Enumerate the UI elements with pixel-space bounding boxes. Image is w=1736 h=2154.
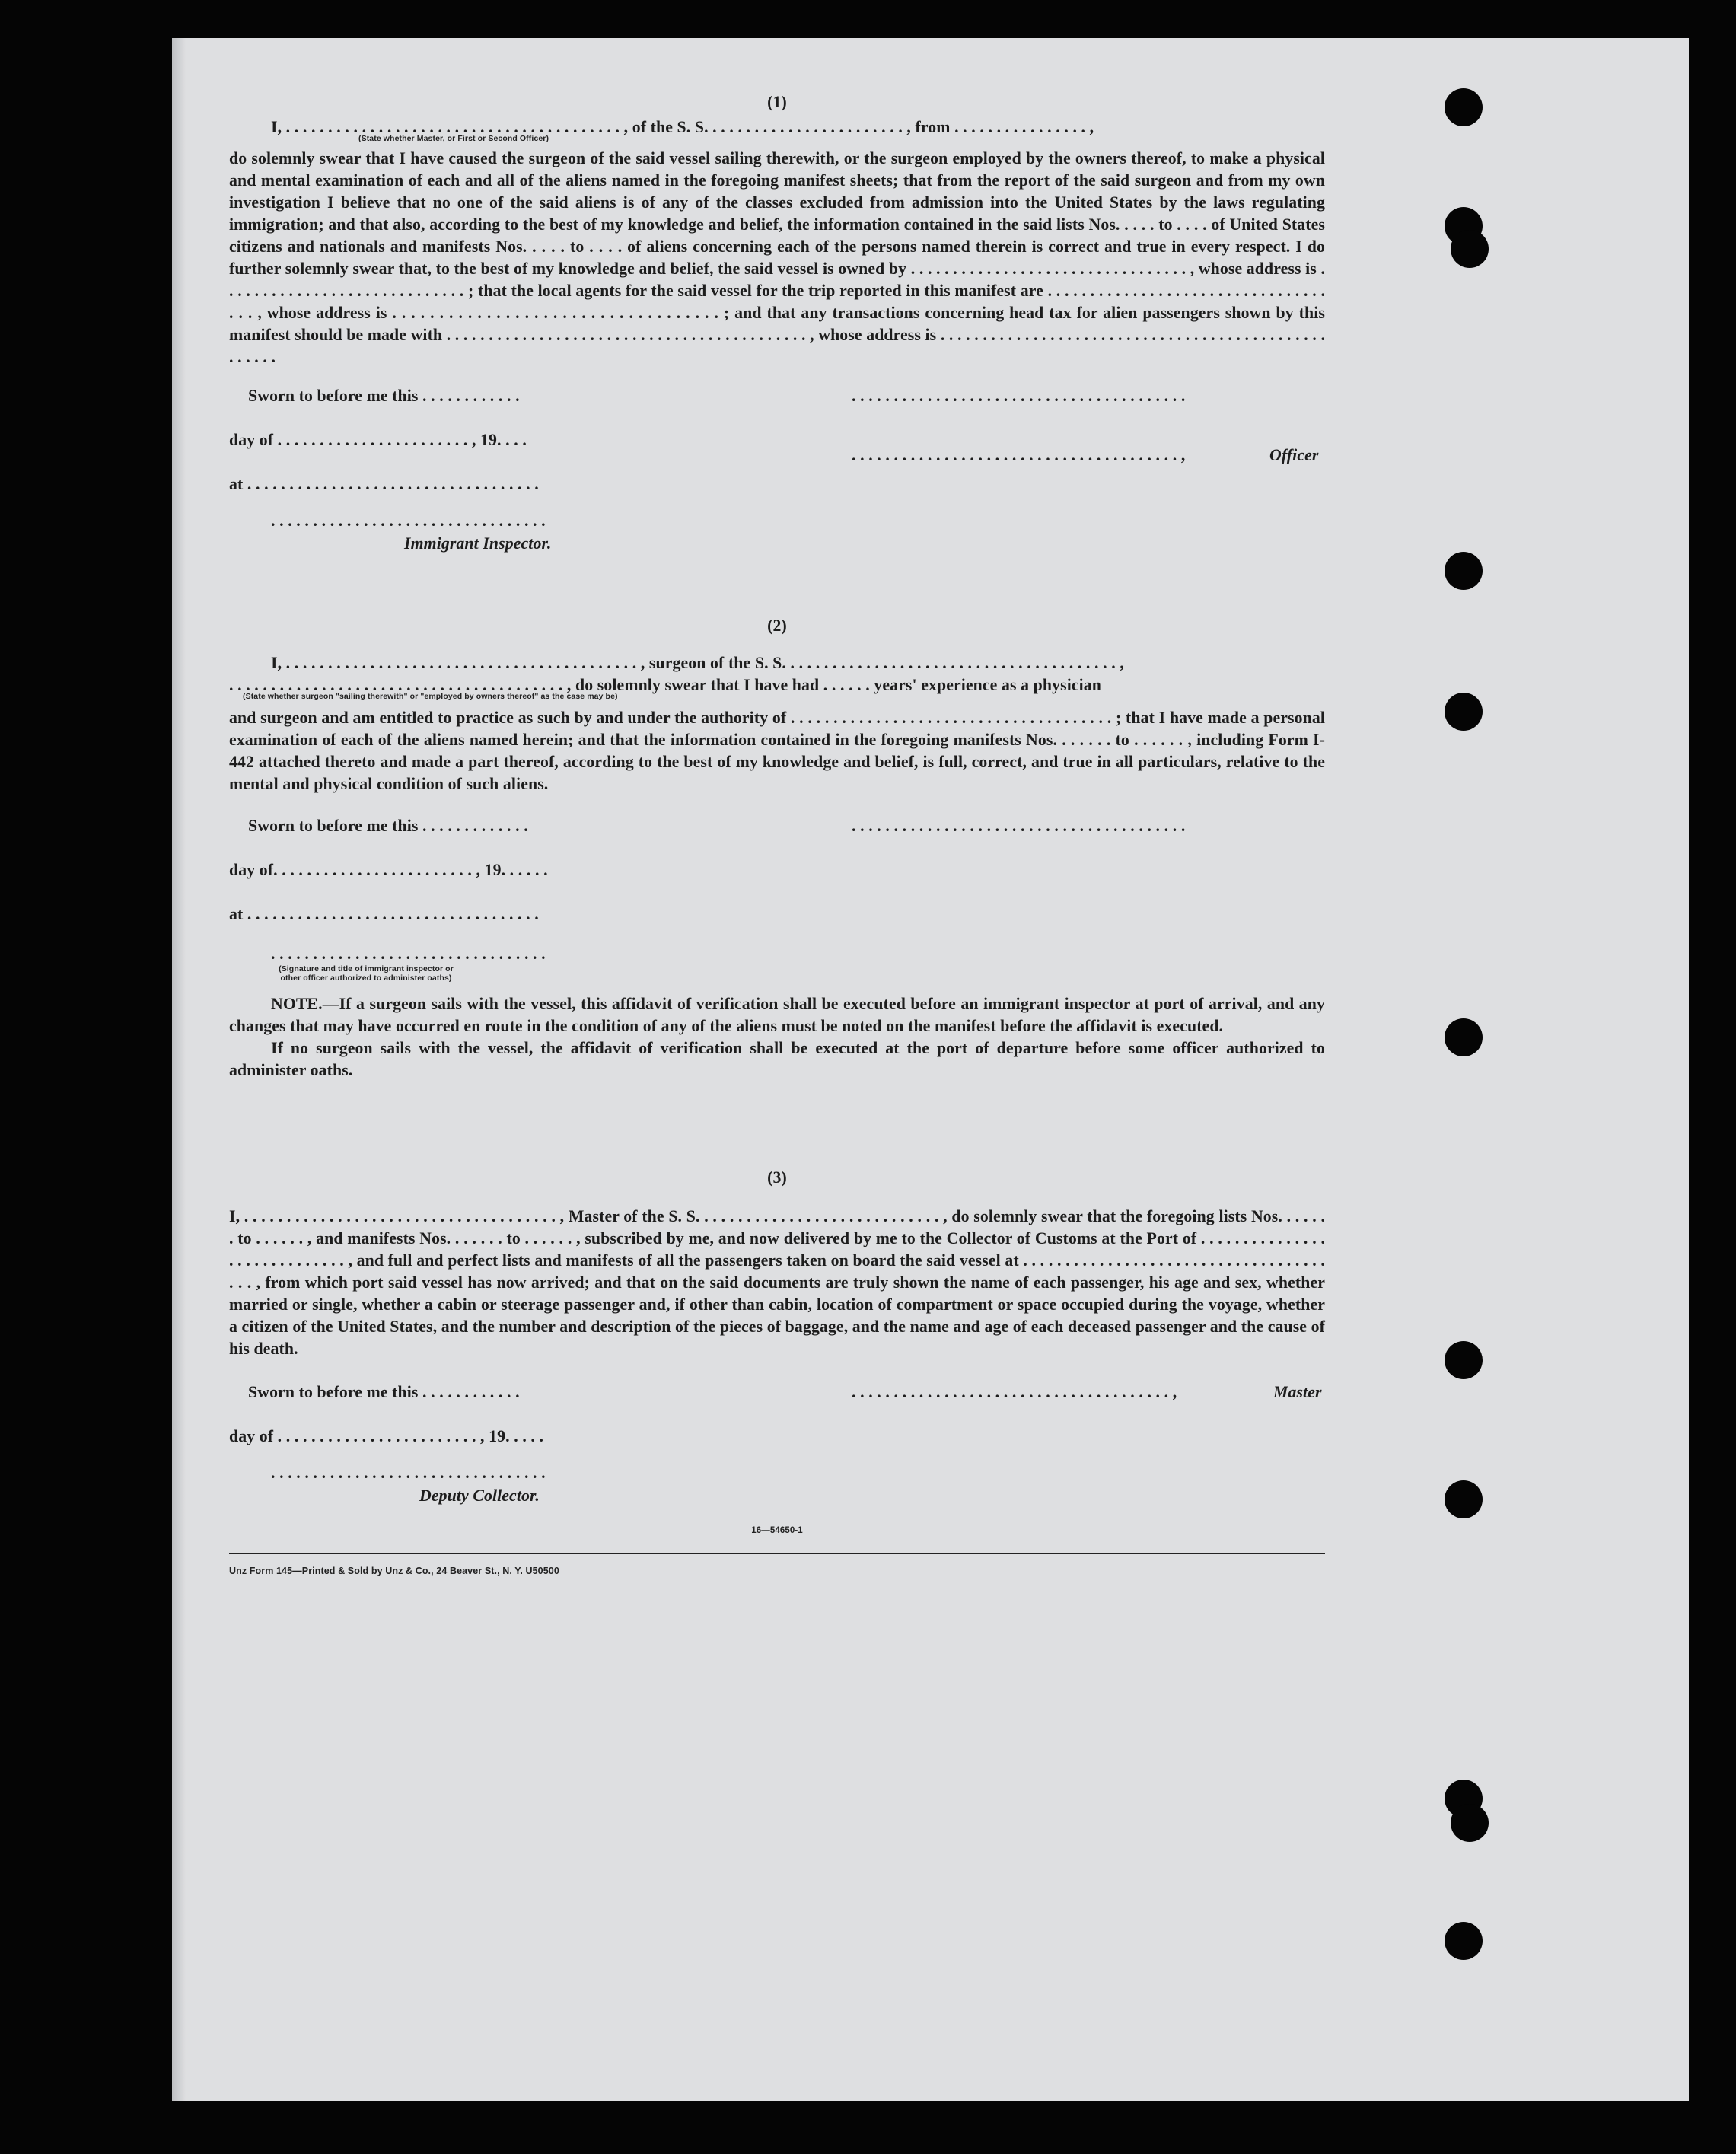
at-row bbox=[229, 903, 1325, 948]
punch-hole bbox=[1445, 693, 1483, 731]
section-number: (2) bbox=[767, 617, 787, 635]
officer-label: Officer bbox=[1269, 446, 1319, 464]
sworn-text: Sworn to before me this . . . . . . . . . . . . . bbox=[248, 817, 528, 835]
officer-line: . . . . . . . . . . . . . . . . . . . . . . . . . . . . . . . . . . . . . . . , bbox=[852, 446, 1186, 464]
surgeon-line-1: I, . . . . . . . . . . . . . . . . . . . . . . . . . . . . . . . . . . . . . . . . . . , surgeon of the S. S. . . . . . . . . . . . . . . . . . . . . . . . . . . . . . . . . . . . . . . . , bbox=[271, 654, 1124, 672]
section-number: (3) bbox=[767, 1168, 787, 1187]
sworn-row bbox=[229, 815, 1325, 859]
punch-hole bbox=[1445, 552, 1483, 590]
sworn-row bbox=[229, 1381, 1325, 1426]
day-text: day of . . . . . . . . . . . . . . . . . . . . . . . , 19. . . . bbox=[229, 431, 527, 449]
punch-hole bbox=[1445, 88, 1483, 126]
at-text: at . . . . . . . . . . . . . . . . . . . . . . . . . . . . . . . . . . . bbox=[229, 905, 539, 923]
surgeon-line-2: . . . . . . . . . . . . . . . . . . . . . . . . . . . . . . . . . . . . . . . . , do solemnly swear that I have had . . . . . . years' experience as a physician bbox=[229, 676, 1102, 694]
punch-hole bbox=[1445, 1480, 1483, 1518]
collector-label: Deputy Collector. bbox=[419, 1486, 540, 1505]
sworn-row bbox=[229, 385, 1325, 429]
sworn-text: Sworn to before me this . . . . . . . . . . . . bbox=[248, 1383, 520, 1401]
punch-hole bbox=[1445, 1341, 1483, 1379]
master-line: . . . . . . . . . . . . . . . . . . . . . . . . . . . . . . . . . . . . . . , bbox=[852, 1383, 1177, 1401]
section-3 bbox=[229, 1167, 1325, 1582]
day-row bbox=[229, 859, 1325, 903]
at-text: at . . . . . . . . . . . . . . . . . . . . . . . . . . . . . . . . . . . bbox=[229, 475, 539, 493]
printer-footer: Unz Form 145—Printed & Sold by Unz & Co., 24 Beaver St., N. Y. U50500 bbox=[229, 1553, 1325, 1582]
surgeon-note: (State whether surgeon "sailing therewith" or "employed by owners thereof" as the case may be) bbox=[243, 692, 618, 701]
inspector-row bbox=[229, 510, 1325, 533]
punch-hole bbox=[1451, 230, 1489, 268]
section-number: (1) bbox=[767, 93, 787, 111]
collector-line: . . . . . . . . . . . . . . . . . . . . . . . . . . . . . . . . . bbox=[271, 1464, 546, 1482]
note-paragraph-2: If no surgeon sails with the vessel, the affidavit of verification shall be executed at the port of departure before some officer authorized to administer oaths. bbox=[229, 1039, 1325, 1079]
document-page bbox=[172, 38, 1689, 2101]
master-oath-text: I, . . . . . . . . . . . . . . . . . . . . . . . . . . . . . . . . . . . . . , Master of the S. S. . . . . . . . . . . . . . . . . . . . . . . . . . . . . , do solemnly swear that the foregoing lists Nos. . . . . . . to . . . . . . , and manifests Nos. . . . . . . to . . . . . . , subscribed by me, and now delivered by me to the Collector of Customs at the Port of . . . . . . . . . . . . . . . . . . . . . . . . . . . . . , and full and perfect lists and manifests of all the passengers taken on board the said vessel at . . . . . . . . . . . . . . . . . . . . . . . . . . . . . . . . . . . . . . . , from which port said vessel has now arrived; and that on the said documents are truly shown the name of each passenger, his age and sex, whether married or single, whether a cabin or steerage passenger and, if other than cabin, location of compartment or space occupied during the voyage, whether a citizen of the United States, and the number and description of the pieces of baggage, and the name and age of each deceased passenger and the cause of his death. bbox=[229, 1207, 1325, 1358]
master-opening-line: I, . . . . . . . . . . . . . . . . . . . . . . . . . . . . . . . . . . . . . . . . , of the S. S. . . . . . . . . . . . . . . . . . . . . . . . , from . . . . . . . . . . . . . . . . , bbox=[271, 118, 1094, 136]
day-text: day of . . . . . . . . . . . . . . . . . . . . . . . . , 19. . . . . bbox=[229, 1427, 544, 1445]
surgeon-affidavit-text: and surgeon and am entitled to practice as such by and under the authority of . . . . . . . . . . . . . . . . . . . . . . . . . . . . . . . . . . . . . . ; that I have made a personal examination of each of the aliens named herein; and that the information contained in the foregoing manifests Nos. . . . . . . to . . . . . . , including Form I-442 attached thereto and made a part thereof, according to the best of my knowledge and belief, is full, correct, and true in all particulars, relative to the mental and physical condition of such aliens. bbox=[229, 709, 1325, 793]
collector-row bbox=[229, 1462, 1325, 1485]
note-paragraph: NOTE.—If a surgeon sails with the vessel, this affidavit of verification shall be executed before an immigrant inspector at port of arrival, and any changes that may have occurred en route in the condition of any of the aliens must be noted on the manifest before the affidavit is executed. bbox=[229, 995, 1325, 1035]
affidavit-form bbox=[229, 91, 1325, 1582]
sworn-text: Sworn to before me this . . . . . . . . . . . . bbox=[248, 387, 520, 405]
signature-caption: (Signature and title of immigrant inspector or other officer authorized to administer oaths) bbox=[279, 964, 454, 983]
day-text: day of. . . . . . . . . . . . . . . . . . . . . . . . , 19. . . . . . bbox=[229, 861, 548, 879]
officer-note: (State whether Master, or First or Second Officer) bbox=[358, 134, 549, 143]
inspector-label: Immigrant Inspector. bbox=[404, 534, 552, 553]
inspector-label-row bbox=[229, 533, 1325, 556]
punch-hole bbox=[1445, 1018, 1483, 1056]
inspector-line: . . . . . . . . . . . . . . . . . . . . . . . . . . . . . . . . . bbox=[271, 945, 546, 963]
master-affidavit-text: do solemnly swear that I have caused the surgeon of the said vessel sailing therewith, or the surgeon employed by the owners thereof, to make a physical and mental examination of each and all of the aliens named in the foregoing manifest sheets; that from the report of the said surgeon and from my own investigation I believe that no one of the said aliens is of any of the classes excluded from admission into the United States by the laws regulating immigration; and that also, according to the best of my knowledge and belief, the information contained in the said lists Nos. . . . . to . . . . of United States citizens and nationals and manifests Nos. . . . . to . . . . of aliens concerning each of the persons named therein is correct and true in every respect. I do further solemnly swear that, to the best of my knowledge and belief, the said vessel is owned by . . . . . . . . . . . . . . . . . . . . . . . . . . . . . . . . . , whose address is . . . . . . . . . . . . . . . . . . . . . . . . . . . . . ; that the local agents for the said vessel for the trip reported in this manifest are . . . . . . . . . . . . . . . . . . . . . . . . . . . . . . . . . . . . , whose address is . . . . . . . . . . . . . . . . . . . . . . . . . . . . . . . . . . . ; and that any transactions concerning head tax for alien passengers shown by this manifest should be made with . . . . . . . . . . . . . . . . . . . . . . . . . . . . . . . . . . . . . . . . . . . , whose address is . . . . . . . . . . . . . . . . . . . . . . . . . . . . . . . . . . . . . . . . . . . . . . . . . . . . bbox=[229, 149, 1325, 366]
inspector-line: . . . . . . . . . . . . . . . . . . . . . . . . . . . . . . . . . bbox=[271, 511, 546, 530]
signature-line: . . . . . . . . . . . . . . . . . . . . . . . . . . . . . . . . . . . . . . . . bbox=[852, 387, 1186, 405]
master-label: Master bbox=[1273, 1383, 1322, 1401]
collector-label-row bbox=[229, 1485, 1325, 1508]
inspector-row bbox=[229, 943, 1325, 964]
section-2 bbox=[229, 615, 1325, 1082]
section-1 bbox=[229, 91, 1325, 556]
punch-hole bbox=[1451, 1804, 1489, 1842]
signature-line: . . . . . . . . . . . . . . . . . . . . . . . . . . . . . . . . . . . . . . . . bbox=[852, 817, 1186, 835]
punch-hole bbox=[1445, 1922, 1483, 1960]
form-number: 16—54650-1 bbox=[751, 1526, 803, 1535]
